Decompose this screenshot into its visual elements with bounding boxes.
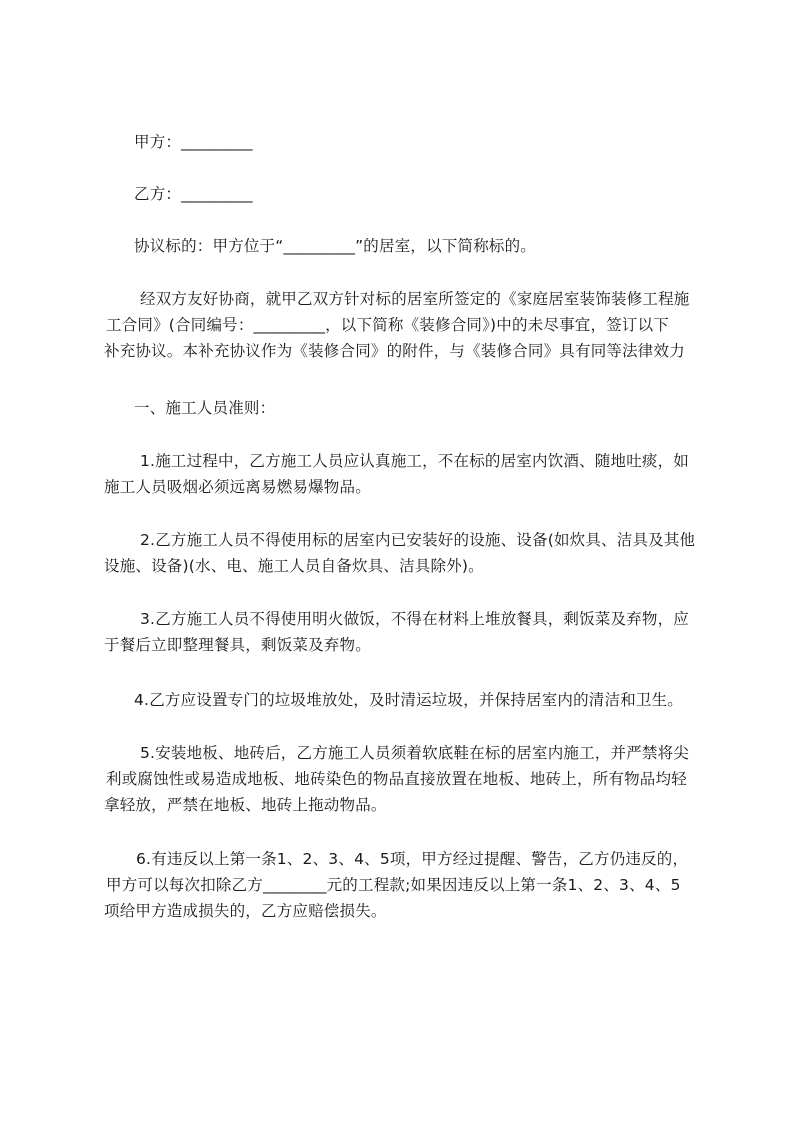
rule-5-line-2: 利或腐蚀性或易造成地板、地砖染色的物品直接放置在地板、地砖上，所有物品均轻 [106,770,687,788]
intro-paragraph-line-3: 补充协议。本补充协议作为《装修合同》的附件，与《装修合同》具有同等法律效力 [104,342,685,360]
party-b-line: 乙方：_________ [134,185,253,203]
rule-4-line-1: 4.乙方应设置专门的垃圾堆放处，及时清运垃圾，并保持居室内的清洁和卫生。 [134,691,683,709]
intro-paragraph-line-2: 工合同》(合同编号：_________，以下简称《装修合同》)中的未尽事宜，签订以下 [106,316,669,334]
rule-1-line-2: 施工人员吸烟必须远离易燃易爆物品。 [104,478,371,496]
rule-3-line-2: 于餐后立即整理餐具，剩饭菜及弃物。 [104,636,371,654]
rule-6-line-3: 项给甲方造成损失的，乙方应赔偿损失。 [104,902,387,920]
agreement-subject-line: 协议标的：甲方位于“_________”的居室，以下简称标的。 [134,237,537,255]
rule-1-line-1: 1.施工过程中，乙方施工人员应认真施工，不在标的居室内饮酒、随地吐痰，如 [140,452,689,470]
rule-2-line-2: 设施、设备)(水、电、施工人员自备炊具、洁具除外)。 [104,557,484,575]
intro-paragraph-line-1: 经双方友好协商，就甲乙双方针对标的居室所签定的《家庭居室装饰装修工程施 [140,290,690,308]
rule-6-line-2: 甲方可以每次扣除乙方________元的工程款;如果因违反以上第一条1、2、3、4、5 [106,876,681,894]
rule-3-line-1: 3.乙方施工人员不得使用明火做饭，不得在材料上堆放餐具，剩饭菜及弃物，应 [140,610,689,628]
section-heading: 一、施工人员准则： [134,399,276,417]
rule-2-line-1: 2.乙方施工人员不得使用标的居室内已安装好的设施、设备(如炊具、洁具及其他 [140,531,696,549]
party-a-line: 甲方：_________ [134,133,253,151]
rule-5-line-1: 5.安装地板、地砖后，乙方施工人员须着软底鞋在标的居室内施工，并严禁将尖 [140,744,689,762]
rule-6-line-1: 6.有违反以上第一条1、2、3、4、5项，甲方经过提醒、警告，乙方仍违反的， [136,850,689,868]
rule-5-line-3: 拿轻放，严禁在地板、地砖上拖动物品。 [104,796,387,814]
